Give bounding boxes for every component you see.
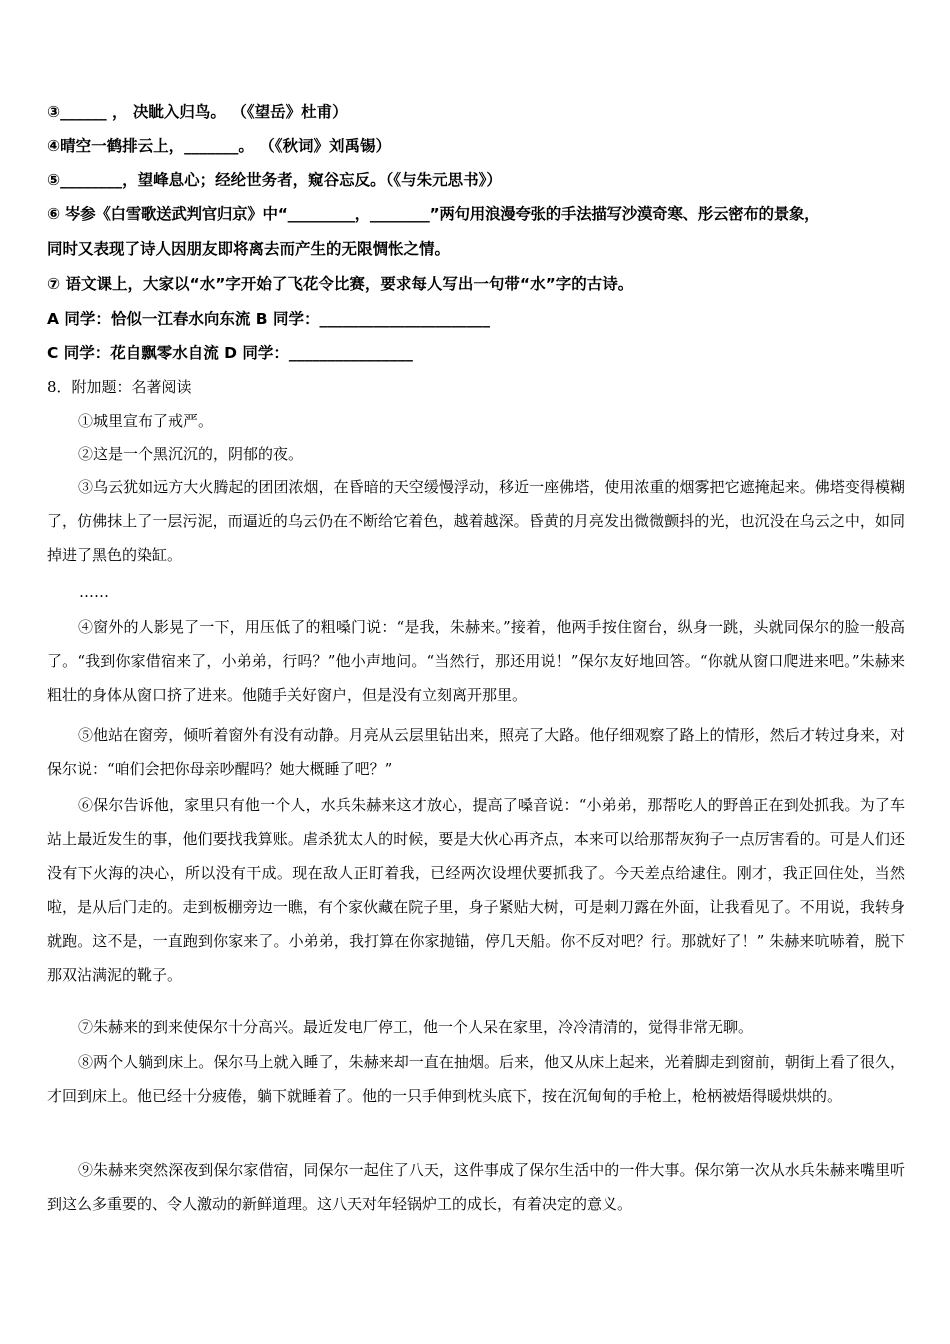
question-7-answers-cd: C 同学：花自飘零水自流 D 同学：________________	[47, 344, 413, 362]
paragraph-6: ⑥保尔告诉他，家里只有他一个人，水兵朱赫来这才放心，提高了嗓音说：“小弟弟，那帮吃人的野兽正在到处抓我。为了车站上最近发生的事，他们要找我算账。虐杀犹太人的时候，要是大伙心再齐点，本来可以给那帮灰狗子一点厉害看的。可是人们还没有下火海的决心，所以没有干成。现在敌人正盯着我，已经两次设埋伏要抓我了。今天差点给逮住。刚才，我正回住处，当然啦，是从后门走的。走到板棚旁边一瞧，有个家伙藏在院子里，身子紧贴大树，可是刺刀露在外面，让我看见了。不用说，我转身就跑。这不是，一直跑到你家来了。小弟弟，我打算在你家抛锚，停几天船。你不反对吧？行。那就好了！” 朱赫来吭哧着，脱下那双沾满泥的靴子。	[47, 796, 905, 984]
ellipsis: ……	[79, 583, 109, 601]
paragraph-2: ②这是一个黑沉沉的，阴郁的夜。	[78, 445, 304, 463]
paragraph-3: ③乌云犹如远方大火腾起的团团浓烟，在昏暗的天空缓慢浮动，移近一座佛塔，使用浓重的烟雾把它遮掩起来。佛塔变得模糊了，仿佛抹上了一层污泥，而逼近的乌云仍在不断给它着色，越着越深。昏黄的月亮发出微微颤抖的光，也沉没在乌云之中，如同掉进了黑色的染缸。	[47, 478, 905, 564]
paragraph-4: ④窗外的人影晃了一下，用压低了的粗嗓门说：“是我，朱赫来。”接着，他两手按住窗台，纵身一跳，头就同保尔的脸一般高了。“我到你家借宿来了，小弟弟，行吗？”他小声地问。“当然行，那还用说！”保尔友好地回答。“你就从窗口爬进来吧。”朱赫来粗壮的身体从窗口挤了进来。他随手关好窗户，但是没有立刻离开那里。	[47, 618, 905, 704]
section-8-heading: 8．附加题：名著阅读	[47, 378, 192, 396]
question-7: ⑦ 语文课上，大家以“水”字开始了飞花令比赛，要求每人写出一句带“水”字的古诗。	[47, 275, 634, 293]
question-7-answers-ab: A 同学：恰似一江春水向东流 B 同学：______________________	[47, 310, 490, 328]
question-5: ⑤________，望峰息心；经纶世务者，窥谷忘反。（《与朱元思书》）	[47, 171, 502, 189]
paragraph-9: ⑨朱赫来突然深夜到保尔家借宿，同保尔一起住了八天，这件事成了保尔生活中的一件大事。保尔第一次从水兵朱赫来嘴里听到这么多重要的、令人激动的新鲜道理。这八天对年轻锅炉工的成长，有着决定的意义。	[47, 1161, 905, 1213]
question-6-line-1: ⑥ 岑参《白雪歌送武判官归京》中“_________，________”两句用浪漫夸张的手法描写沙漠奇寒、彤云密布的景象，	[47, 205, 820, 223]
question-6-line-2: 同时又表现了诗人因朋友即将离去而产生的无限惆怅之情。	[47, 240, 451, 258]
question-3: ③______ ， 决眦入归鸟。 （《望岳》杜甫）	[47, 103, 348, 121]
paragraph-5: ⑤他站在窗旁，倾听着窗外有没有动静。月亮从云层里钻出来，照亮了大路。他仔细观察了路上的情形，然后才转过身来，对保尔说：“咱们会把你母亲吵醒吗？她大概睡了吧？”	[47, 726, 905, 778]
paragraph-1: ①城里宣布了戒严。	[78, 412, 214, 430]
question-4: ④晴空一鹤排云上，_______。 （《秋词》刘禹锡）	[47, 137, 392, 155]
paragraph-8: ⑧两个人躺到床上。保尔马上就入睡了，朱赫来却一直在抽烟。后来，他又从床上起来，光着脚走到窗前，朝街上看了很久，才回到床上。他已经十分疲倦，躺下就睡着了。他的一只手伸到枕头底下，按在沉甸甸的手枪上，枪柄被焐得暖烘烘的。	[47, 1053, 905, 1105]
paragraph-7: ⑦朱赫来的到来使保尔十分高兴。最近发电厂停工，他一个人呆在家里，冷冷清清的，觉得非常无聊。	[78, 1018, 754, 1036]
